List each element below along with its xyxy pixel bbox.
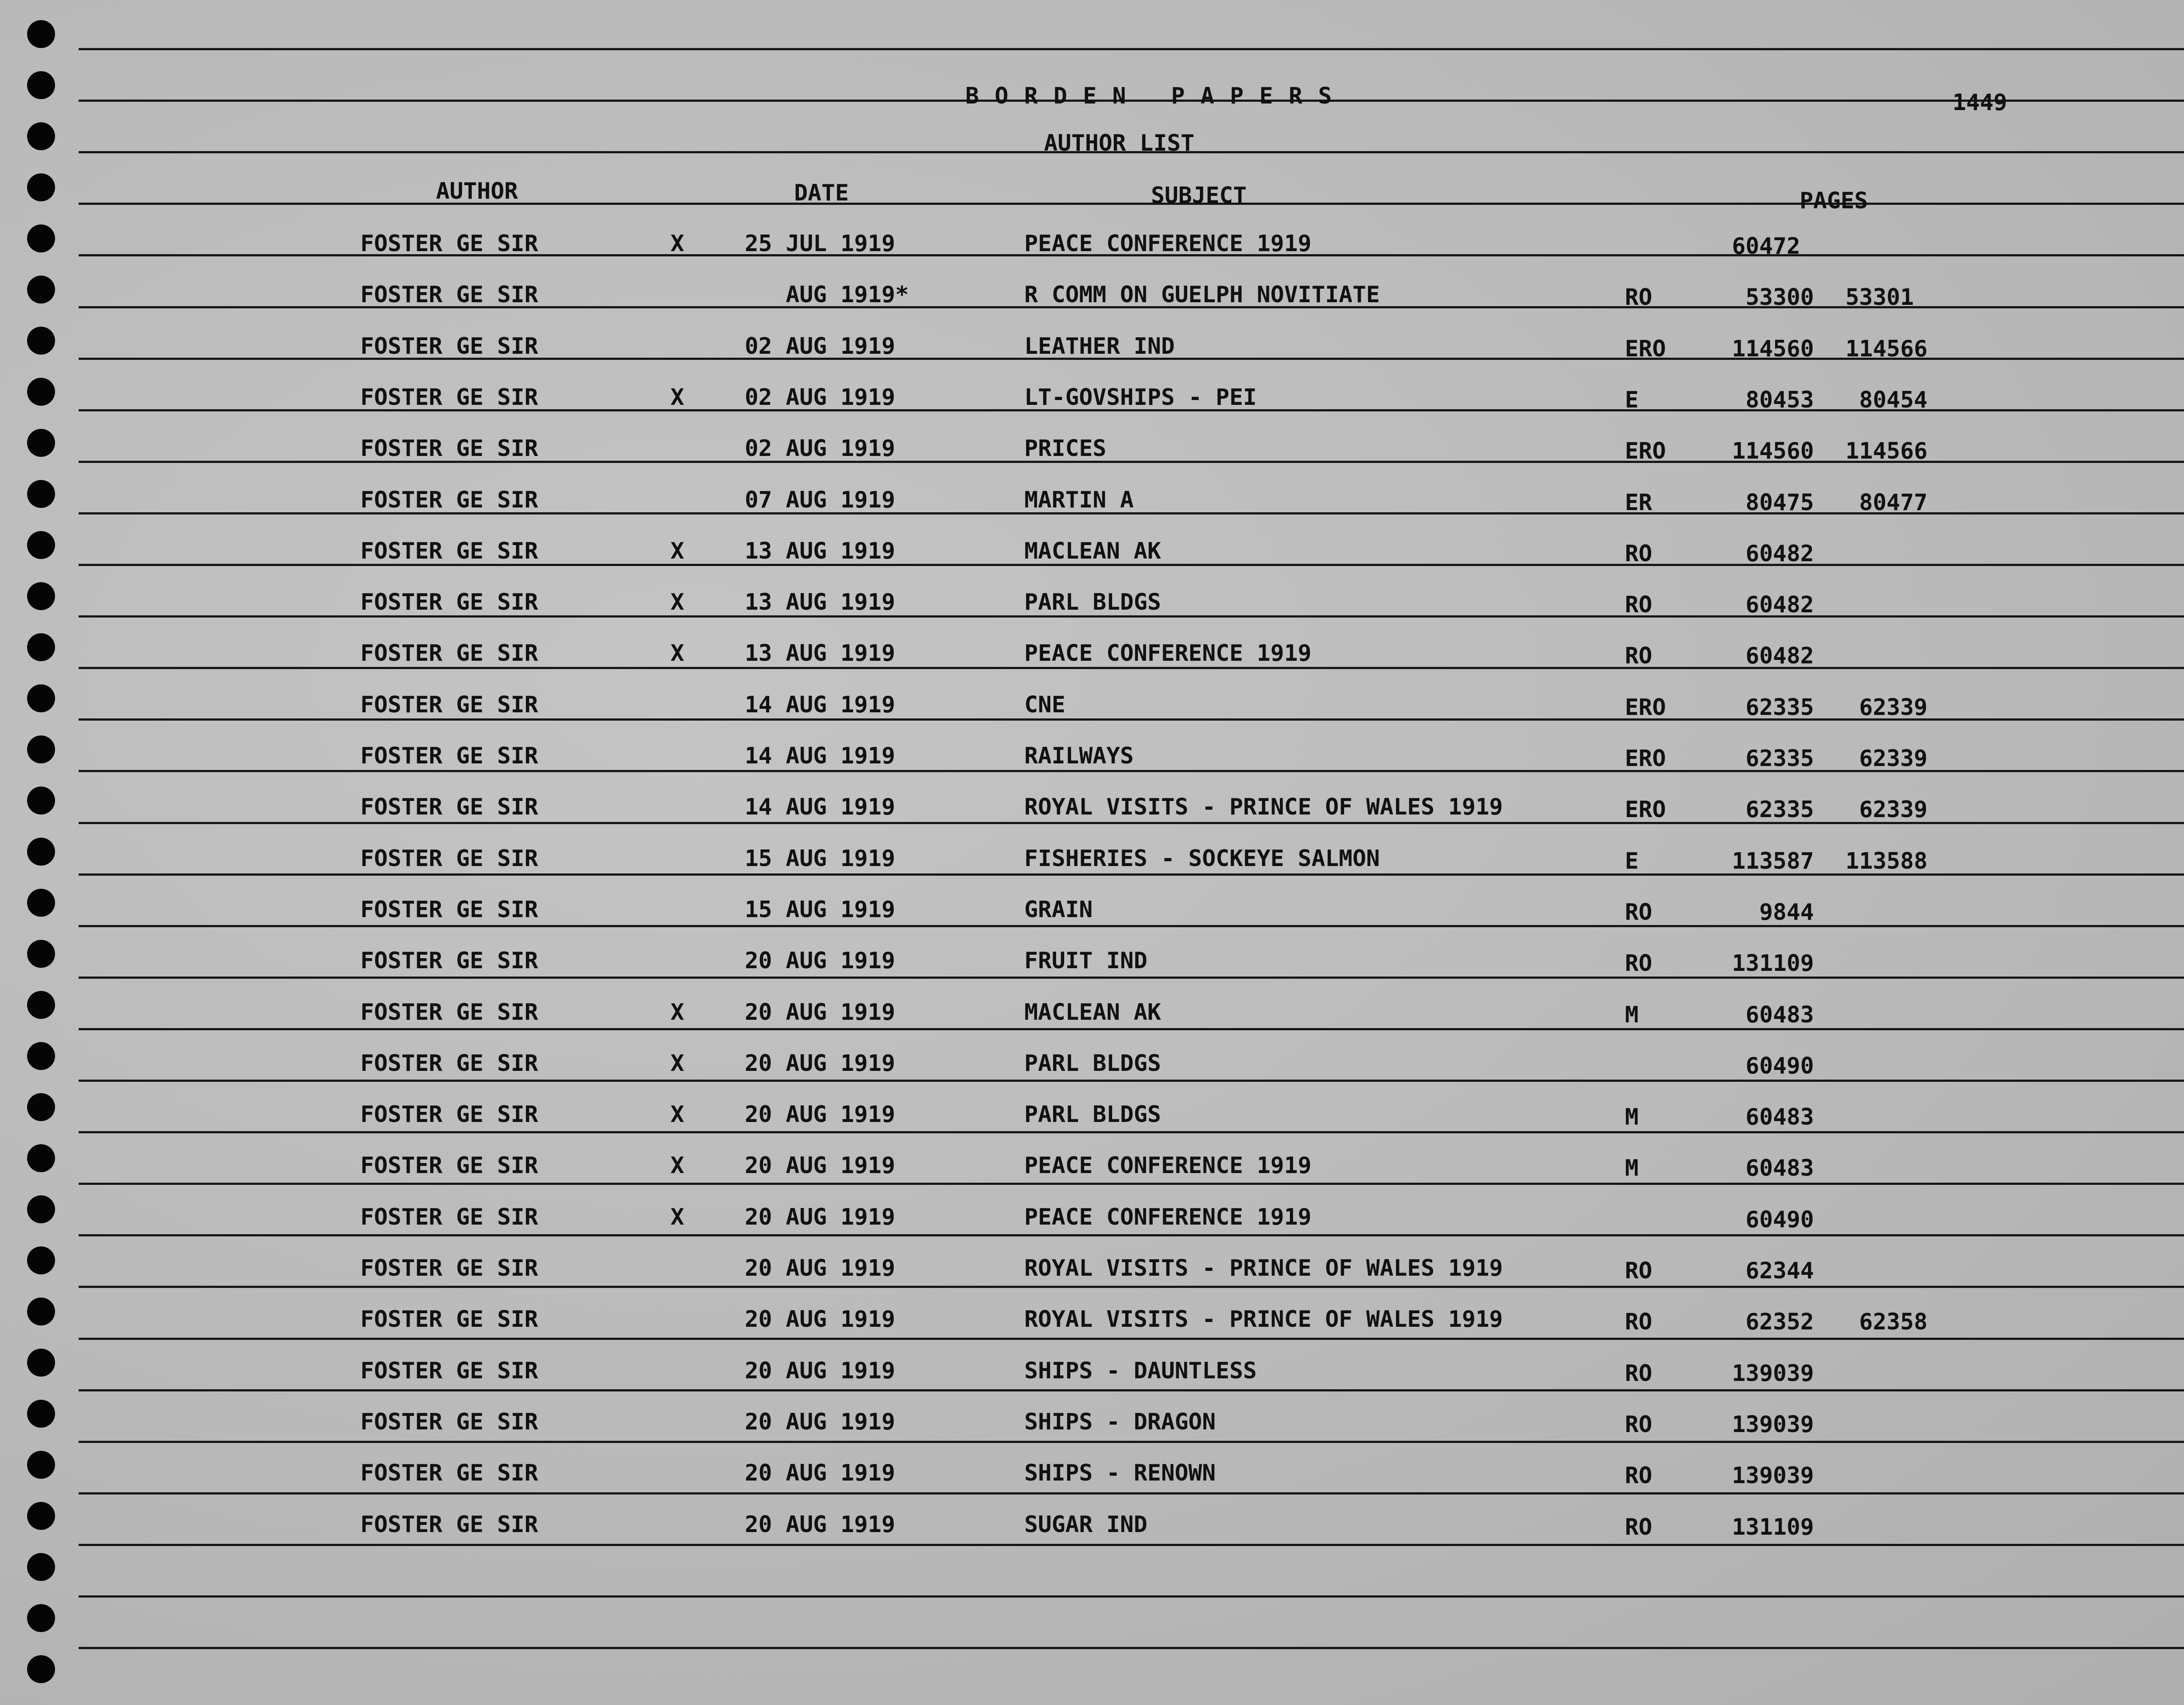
code-cell: E [1625, 848, 1639, 874]
table-row [0, 231, 2184, 257]
ruled-line [79, 1338, 2184, 1340]
table-row [0, 384, 2184, 411]
code-cell: M [1625, 1002, 1639, 1028]
author-cell: FOSTER GE SIR [360, 999, 538, 1025]
code-cell: RO [1625, 284, 1652, 311]
ruled-line [79, 203, 2184, 205]
page-start-cell: 62335 [1732, 797, 1814, 823]
subject-cell: SHIPS - DAUNTLESS [1024, 1358, 1257, 1384]
ruled-line [79, 1234, 2184, 1236]
author-cell: FOSTER GE SIR [360, 948, 538, 974]
code-cell: ER [1625, 490, 1652, 516]
date-cell: 15 AUG 1919 [745, 897, 895, 923]
ruled-line [79, 1389, 2184, 1391]
author-cell: FOSTER GE SIR [360, 1204, 538, 1230]
page-start-cell: 60483 [1732, 1002, 1814, 1028]
feed-hole [27, 1553, 55, 1581]
flag-cell: X [670, 589, 684, 615]
page-end-cell: 113588 [1845, 848, 1928, 874]
column-header-author: AUTHOR [436, 178, 518, 204]
page-start-cell: 60482 [1732, 592, 1814, 618]
page-start-cell: 62344 [1732, 1258, 1814, 1284]
date-cell: 15 AUG 1919 [745, 846, 895, 872]
author-cell: FOSTER GE SIR [360, 897, 538, 923]
ruled-line [79, 1080, 2184, 1082]
page-start-cell: 60483 [1732, 1104, 1814, 1130]
table-row [0, 1358, 2184, 1387]
table-row [0, 282, 2184, 311]
page-start-cell: 60483 [1732, 1155, 1814, 1181]
date-cell: 20 AUG 1919 [745, 1358, 895, 1384]
table-row [0, 640, 2184, 669]
subject-cell: ROYAL VISITS - PRINCE OF WALES 1919 [1024, 1255, 1503, 1281]
table-row [0, 1460, 2184, 1489]
page-start-cell: 53300 [1732, 284, 1814, 311]
table-row [0, 1204, 2184, 1233]
ruled-line [79, 1028, 2184, 1030]
page-end-cell: 62339 [1845, 694, 1928, 721]
flag-cell: X [670, 1050, 684, 1077]
page-end-cell: 62339 [1845, 797, 1928, 823]
date-cell: 02 AUG 1919 [745, 384, 895, 411]
table-row [0, 1512, 2184, 1538]
subject-cell: R COMM ON GUELPH NOVITIATE [1024, 282, 1380, 308]
code-cell: ERO [1625, 746, 1666, 772]
date-cell: 25 JUL 1919 [745, 231, 895, 257]
table-row [0, 538, 2184, 567]
subject-cell: GRAIN [1024, 897, 1093, 923]
page-start-cell: 60482 [1732, 541, 1814, 567]
page-start-cell: 60490 [1732, 1053, 1814, 1079]
subject-cell: LT-GOVSHIPS - PEI [1024, 384, 1257, 411]
subject-cell: PEACE CONFERENCE 1919 [1024, 640, 1312, 666]
page-start-cell: 60472 [1732, 233, 1800, 259]
author-cell: FOSTER GE SIR [360, 1460, 538, 1486]
ruled-line [79, 1544, 2184, 1546]
author-cell: FOSTER GE SIR [360, 231, 538, 257]
author-cell: FOSTER GE SIR [360, 846, 538, 872]
subject-cell: CNE [1024, 692, 1065, 718]
document-title: BORDEN PAPERS [965, 83, 1348, 109]
code-cell: RO [1625, 1258, 1652, 1284]
date-cell: 14 AUG 1919 [745, 692, 895, 718]
author-cell: FOSTER GE SIR [360, 794, 538, 820]
date-cell: 20 AUG 1919 [745, 1512, 895, 1538]
subject-cell: SHIPS - DRAGON [1024, 1409, 1216, 1435]
table-row [0, 897, 2184, 923]
page-end-cell: 80477 [1845, 490, 1928, 516]
subject-cell: PARL BLDGS [1024, 1050, 1161, 1077]
feed-hole [27, 173, 55, 201]
code-cell: RO [1625, 643, 1652, 669]
column-header-subject: SUBJECT [1151, 183, 1247, 209]
author-cell: FOSTER GE SIR [360, 538, 538, 564]
code-cell: M [1625, 1155, 1639, 1181]
subject-cell: MARTIN A [1024, 487, 1134, 513]
date-cell: 20 AUG 1919 [745, 948, 895, 974]
ruled-line [79, 977, 2184, 979]
author-cell: FOSTER GE SIR [360, 743, 538, 769]
code-cell: RO [1625, 1309, 1652, 1335]
subject-cell: RAILWAYS [1024, 743, 1134, 769]
code-cell: ERO [1625, 694, 1666, 721]
table-row [0, 1306, 2184, 1335]
flag-cell: X [670, 384, 684, 411]
flag-cell: X [670, 999, 684, 1025]
code-cell: RO [1625, 592, 1652, 618]
ruled-line [79, 1595, 2184, 1598]
flag-cell: X [670, 231, 684, 257]
flag-cell: X [670, 538, 684, 564]
page-start-cell: 114560 [1732, 438, 1814, 464]
author-cell: FOSTER GE SIR [360, 1050, 538, 1077]
column-header-date: DATE [794, 180, 849, 206]
code-cell: RO [1625, 950, 1652, 977]
date-cell: AUG 1919* [745, 282, 909, 308]
date-cell: 14 AUG 1919 [745, 743, 895, 769]
table-row [0, 794, 2184, 823]
page-end-cell: 114566 [1845, 336, 1928, 362]
author-cell: FOSTER GE SIR [360, 589, 538, 615]
author-cell: FOSTER GE SIR [360, 1358, 538, 1384]
page-start-cell: 80475 [1732, 490, 1814, 516]
author-cell: FOSTER GE SIR [360, 487, 538, 513]
table-row [0, 692, 2184, 721]
table-row [0, 487, 2184, 516]
table-row [0, 846, 2184, 872]
author-cell: FOSTER GE SIR [360, 282, 538, 308]
subject-cell: SUGAR IND [1024, 1512, 1147, 1538]
ruled-line [79, 1183, 2184, 1185]
date-cell: 20 AUG 1919 [745, 999, 895, 1025]
feed-hole [27, 1604, 55, 1632]
ruled-line [79, 1441, 2184, 1443]
table-row [0, 743, 2184, 772]
code-cell: RO [1625, 1360, 1652, 1387]
table-row [0, 1050, 2184, 1077]
ruled-line [79, 1286, 2184, 1288]
date-cell: 20 AUG 1919 [745, 1409, 895, 1435]
page-start-cell: 62335 [1732, 694, 1814, 721]
subject-cell: ROYAL VISITS - PRINCE OF WALES 1919 [1024, 794, 1503, 820]
code-cell: M [1625, 1104, 1639, 1130]
author-cell: FOSTER GE SIR [360, 333, 538, 359]
page-start-cell: 60482 [1732, 643, 1814, 669]
column-header-pages: PAGES [1800, 188, 1868, 214]
table-row [0, 333, 2184, 362]
date-cell: 20 AUG 1919 [745, 1255, 895, 1281]
author-cell: FOSTER GE SIR [360, 1409, 538, 1435]
page-start-cell: 80453 [1732, 387, 1814, 413]
author-cell: FOSTER GE SIR [360, 1255, 538, 1281]
author-cell: FOSTER GE SIR [360, 1153, 538, 1179]
feed-hole [27, 71, 55, 99]
table-row [0, 1153, 2184, 1179]
page-start-cell: 139039 [1732, 1463, 1814, 1489]
code-cell: RO [1625, 899, 1652, 925]
flag-cell: X [670, 640, 684, 666]
page-end-cell: 114566 [1845, 438, 1928, 464]
page-start-cell: 62335 [1732, 746, 1814, 772]
subject-cell: PEACE CONFERENCE 1919 [1024, 231, 1312, 257]
code-cell: RO [1625, 1463, 1652, 1489]
date-cell: 20 AUG 1919 [745, 1460, 895, 1486]
subject-cell: PARL BLDGS [1024, 1101, 1161, 1128]
date-cell: 20 AUG 1919 [745, 1101, 895, 1128]
code-cell: RO [1625, 541, 1652, 567]
date-cell: 13 AUG 1919 [745, 589, 895, 615]
author-cell: FOSTER GE SIR [360, 692, 538, 718]
table-row [0, 589, 2184, 618]
table-row [0, 435, 2184, 462]
ruled-line [79, 1131, 2184, 1133]
page-end-cell: 53301 [1845, 284, 1914, 311]
page-end-cell: 62358 [1845, 1309, 1928, 1335]
subject-cell: PRICES [1024, 435, 1106, 462]
author-cell: FOSTER GE SIR [360, 1512, 538, 1538]
page-start-cell: 9844 [1732, 899, 1814, 925]
page-end-cell: 62339 [1845, 746, 1928, 772]
code-cell: RO [1625, 1412, 1652, 1438]
date-cell: 20 AUG 1919 [745, 1306, 895, 1332]
code-cell: ERO [1625, 438, 1666, 464]
flag-cell: X [670, 1101, 684, 1128]
table-row [0, 1101, 2184, 1128]
subject-cell: ROYAL VISITS - PRINCE OF WALES 1919 [1024, 1306, 1503, 1332]
table-row [0, 1255, 2184, 1284]
date-cell: 14 AUG 1919 [745, 794, 895, 820]
date-cell: 13 AUG 1919 [745, 538, 895, 564]
author-cell: FOSTER GE SIR [360, 1101, 538, 1128]
author-cell: FOSTER GE SIR [360, 435, 538, 462]
feed-hole [27, 20, 55, 48]
page-start-cell: 139039 [1732, 1412, 1814, 1438]
page-number: 1449 [1952, 90, 2008, 116]
page-start-cell: 139039 [1732, 1360, 1814, 1387]
ruled-line [79, 1492, 2184, 1494]
ruled-line [79, 1647, 2184, 1649]
page-start-cell: 113587 [1732, 848, 1814, 874]
date-cell: 20 AUG 1919 [745, 1050, 895, 1077]
code-cell: RO [1625, 1514, 1652, 1540]
subject-cell: LEATHER IND [1024, 333, 1175, 359]
code-cell: ERO [1625, 336, 1666, 362]
page-start-cell: 62352 [1732, 1309, 1814, 1335]
date-cell: 20 AUG 1919 [745, 1204, 895, 1230]
date-cell: 13 AUG 1919 [745, 640, 895, 666]
ruled-line [79, 615, 2184, 618]
feed-hole [27, 122, 55, 150]
subject-cell: SHIPS - RENOWN [1024, 1460, 1216, 1486]
subject-cell: MACLEAN AK [1024, 999, 1161, 1025]
page-start-cell: 114560 [1732, 336, 1814, 362]
subject-cell: PEACE CONFERENCE 1919 [1024, 1204, 1312, 1230]
page-end-cell: 80454 [1845, 387, 1928, 413]
ruled-line [79, 925, 2184, 927]
subject-cell: MACLEAN AK [1024, 538, 1161, 564]
flag-cell: X [670, 1153, 684, 1179]
code-cell: E [1625, 387, 1639, 413]
date-cell: 20 AUG 1919 [745, 1153, 895, 1179]
subject-cell: FISHERIES - SOCKEYE SALMON [1024, 846, 1380, 872]
feed-hole [27, 1655, 55, 1683]
page-start-cell: 60490 [1732, 1207, 1814, 1233]
ruled-line [79, 48, 2184, 50]
date-cell: 07 AUG 1919 [745, 487, 895, 513]
page-start-cell: 131109 [1732, 1514, 1814, 1540]
document-subtitle: AUTHOR LIST [1044, 130, 1195, 156]
table-row [0, 999, 2184, 1028]
code-cell: ERO [1625, 797, 1666, 823]
subject-cell: PEACE CONFERENCE 1919 [1024, 1153, 1312, 1179]
author-cell: FOSTER GE SIR [360, 384, 538, 411]
table-row [0, 1409, 2184, 1438]
ruled-line [79, 667, 2184, 669]
date-cell: 02 AUG 1919 [745, 333, 895, 359]
date-cell: 02 AUG 1919 [745, 435, 895, 462]
flag-cell: X [670, 1204, 684, 1230]
author-cell: FOSTER GE SIR [360, 1306, 538, 1332]
subject-cell: PARL BLDGS [1024, 589, 1161, 615]
page-start-cell: 131109 [1732, 950, 1814, 977]
author-cell: FOSTER GE SIR [360, 640, 538, 666]
table-row [0, 948, 2184, 977]
subject-cell: FRUIT IND [1024, 948, 1147, 974]
